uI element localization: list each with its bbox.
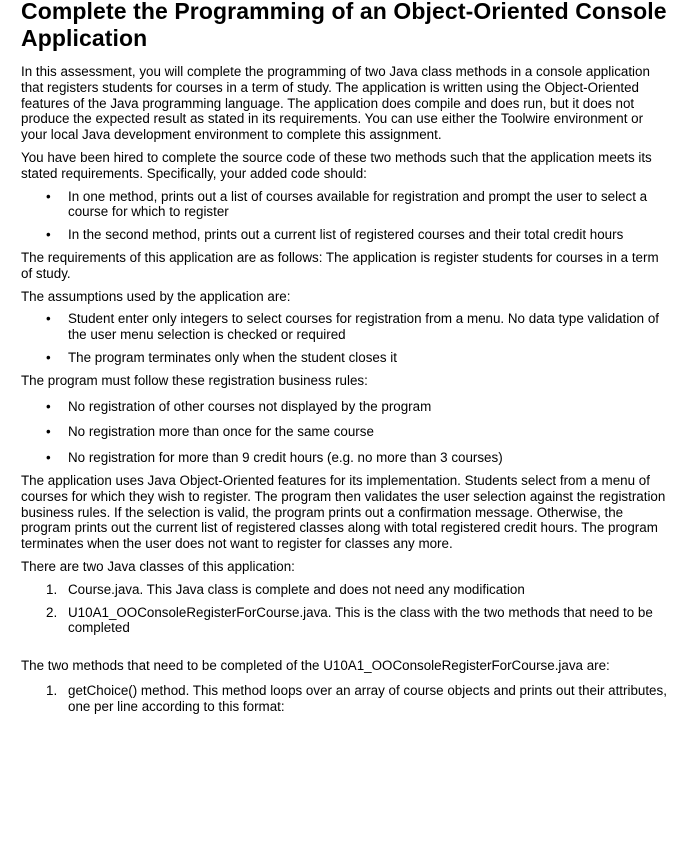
list-item-text: getChoice() method. This method loops over an array of course objects and prints out their attributes, one per line according to this format:	[68, 682, 667, 714]
list-item: • The program terminates only when the student closes it	[21, 350, 671, 366]
methods-heading: The two methods that need to be completed of the U10A1_OOConsoleRegisterForCourse.java are:	[21, 658, 610, 674]
list-number: 1.	[46, 682, 58, 698]
rules-list	[21, 399, 671, 466]
list-item: • In the second method, prints out a current list of registered courses and their total credit hours	[21, 227, 671, 243]
assumptions-heading: The assumptions used by the application are:	[21, 288, 291, 304]
rules-heading: The program must follow these registration business rules:	[21, 372, 368, 388]
list-item: • Student enter only integers to select courses for registration from a menu. No data type validation of the user menu selection is checked or required	[21, 311, 671, 343]
list-item-text: Course.java. This Java class is complete and does not need any modification	[68, 581, 525, 597]
methods-list	[21, 683, 671, 715]
list-item: • No registration of other courses not displayed by the program	[21, 399, 671, 415]
document-title: Complete the Programming of an Object-Oriented Console Application	[21, 0, 667, 51]
intro-paragraph: In this assessment, you will complete the programming of two Java class methods in a console application that registers students for courses in a term of study. The application is written using the Object-Oriented features of the Java programming language. The application does compile and does run, but it does not produce the expected result as stated in its requirements. You can use either the Toolwire environment or your local Java development environment to complete this assignment.	[21, 64, 650, 143]
list-item	[21, 582, 671, 598]
list-item: • No registration more than once for the same course	[21, 424, 671, 440]
list-item-text: U10A1_OOConsoleRegisterForCourse.java. This is the class with the two methods that need to be completed	[68, 604, 653, 636]
list-item	[21, 683, 671, 715]
assumptions-list	[21, 311, 671, 365]
requirements-paragraph: The requirements of this application are as follows: The application is register students for courses in a term of study.	[21, 249, 659, 281]
list-item	[21, 605, 671, 637]
list-item: • In one method, prints out a list of courses available for registration and prompt the user to select a course for which to register	[21, 189, 671, 221]
classes-list	[21, 582, 671, 636]
list-number: 2.	[46, 604, 58, 620]
hired-paragraph: You have been hired to complete the source code of these two methods such that the application meets its stated requirements. Specifically, your added code should:	[21, 149, 652, 181]
list-number: 1.	[46, 581, 58, 597]
list-item: • No registration for more than 9 credit hours (e.g. no more than 3 courses)	[21, 450, 671, 466]
code-should-list	[21, 189, 671, 243]
oo-features-paragraph: The application uses Java Object-Oriented features for its implementation. Students select from a menu of courses for which they wish to register. The program then validates the user selection against the registration business rules. If the selection is valid, the program prints out a confirmation message. Otherwise, the program prints out the current list of registered classes along with total registered credit hours. The program terminates when the user does not want to register for classes any more.	[21, 472, 666, 552]
classes-heading: There are two Java classes of this application:	[21, 558, 295, 574]
